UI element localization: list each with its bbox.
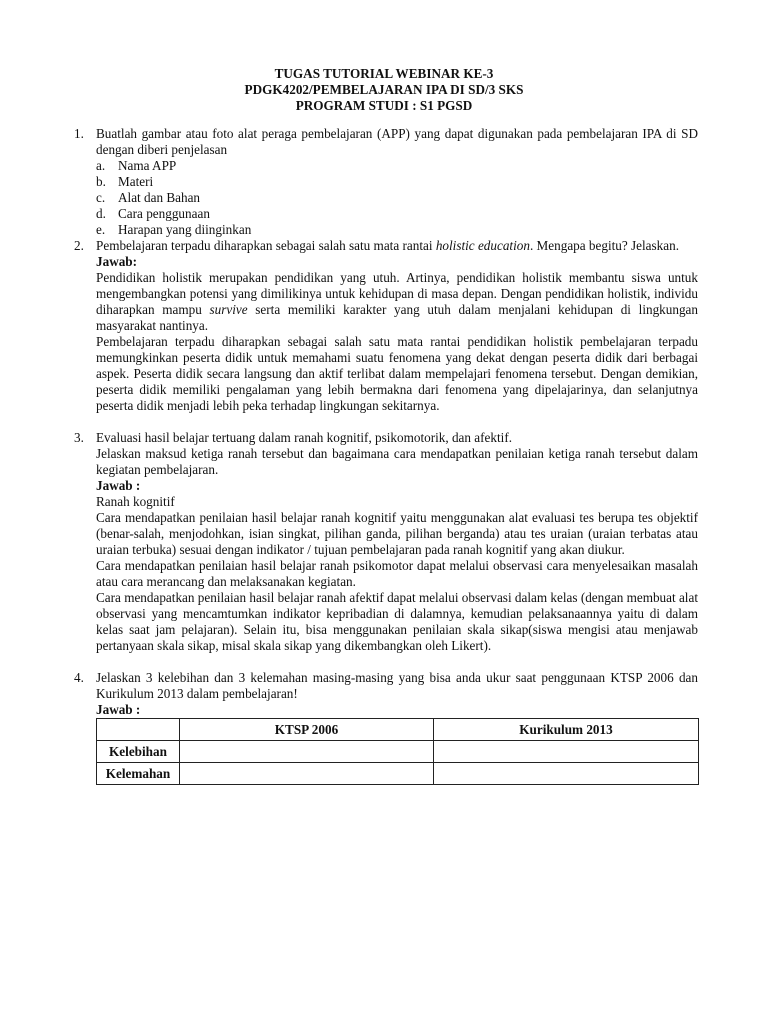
list-item-text: Cara penggunaan	[118, 206, 210, 221]
table-header-ktsp: KTSP 2006	[180, 719, 434, 741]
list-item-text: Materi	[118, 174, 154, 189]
question-2	[74, 238, 698, 414]
question-number: 2.	[74, 238, 84, 253]
question-text-part: Pembelajaran terpadu diharapkan sebagai salah satu mata rantai	[96, 238, 436, 253]
spacer	[74, 654, 698, 670]
question-text-emphasis: holistic education	[435, 238, 530, 253]
question-text: Buatlah gambar atau foto alat peraga pembelajaran (APP) yang dapat digunakan pada pembelajaran IPA di SD dengan diberi penjelasan	[96, 126, 698, 157]
answer-text-part: serta memiliki karakter yang utuh dalam menjalani kehidupan di lingkungan masyarakat nantinya.	[96, 302, 698, 333]
list-item	[96, 158, 698, 174]
list-item-text: Harapan yang diinginkan	[118, 222, 252, 237]
answer-paragraph: Cara mendapatkan penilaian hasil belajar ranah afektif dapat melalui observasi dalam kelas (dengan membuat alat observasi yang mencamtumkan indikator kepribadian di dalamnya, kemudian pelaksanaannya yaitu di dalam kelas saat jam pelajaran). Selain itu, bisa menggunakan penilaian skala sikap(siswa mengisi atau menjawab pertanyaan skala sikap, misal skala sikap yang dikembangkan oleh Likert).	[96, 590, 698, 653]
list-marker: d.	[96, 206, 106, 221]
table-cell	[180, 763, 434, 785]
answer-label: Jawab :	[96, 478, 141, 493]
table-cell	[434, 741, 699, 763]
list-item-text: Alat dan Bahan	[118, 190, 201, 205]
question-text-part: . Mengapa begitu? Jelaskan.	[529, 238, 679, 253]
header-course: PDGK4202/PEMBELAJARAN IPA DI SD/3 SKS	[244, 82, 524, 97]
table-row	[97, 763, 699, 785]
question-number: 4.	[74, 670, 84, 685]
list-item	[96, 222, 698, 238]
document-header	[0, 66, 768, 114]
question-text	[96, 238, 698, 254]
document-body	[74, 126, 698, 785]
table-row-label: Kelebihan	[97, 741, 180, 763]
question-text: Evaluasi hasil belajar tertuang dalam ranah kognitif, psikomotorik, dan afektif.	[96, 430, 513, 445]
header-title: TUGAS TUTORIAL WEBINAR KE-3	[274, 66, 494, 81]
table-cell	[180, 741, 434, 763]
list-marker: a.	[96, 158, 106, 173]
comparison-table	[96, 718, 699, 785]
list-item	[96, 190, 698, 206]
list-marker: c.	[96, 190, 106, 205]
list-item	[96, 174, 698, 190]
question-number: 3.	[74, 430, 84, 445]
answer-paragraph: Pembelajaran terpadu diharapkan sebagai salah satu mata rantai pendidikan holistik pembelajaran terpadu memungkinkan peserta didik untuk memahami suatu fenomena yang dekat dengan peserta didik dari berbagai aspek. Peserta didik secara langsung dan aktif terlibat dalam mempelajari fenomena tersebut. Dengan demikian, peserta didik memiliki pengalaman yang lebih bermakna dari fenomena yang dipelajarinya, dan selanjutnya peserta didik menjadi lebih peka terhadap lingkungan sekitarnya.	[96, 334, 698, 413]
answer-paragraph	[96, 270, 698, 334]
answer-paragraph: Cara mendapatkan penilaian hasil belajar ranah psikomotor dapat melalui observasi cara menyelesaikan masalah atau cara merancang dan melaksanakan kegiatan.	[96, 558, 698, 589]
question-1	[74, 126, 698, 238]
question-text: Jelaskan maksud ketiga ranah tersebut dan bagaimana cara mendapatkan penilaian ketiga ranah tersebut dalam kegiatan pembelajaran.	[96, 446, 698, 477]
table-cell	[434, 763, 699, 785]
list-item	[96, 206, 698, 222]
answer-label: Jawab :	[96, 702, 141, 717]
question-3	[74, 430, 698, 654]
answer-paragraph: Cara mendapatkan penilaian hasil belajar ranah kognitif yaitu menggunakan alat evaluasi tes berupa tes objektif (benar-salah, menjodohkan, isian singkat, pilihan ganda, pilihan berganda) atau tes uraian (uraian terbatas atau uraian terbuka) sesuai dengan indikator / tujuan pembelajaran pada ranah kognitif yang akan diukur.	[96, 510, 698, 557]
table-header-kurikulum: Kurikulum 2013	[434, 719, 699, 741]
table-corner-cell	[97, 719, 180, 741]
question-text: Jelaskan 3 kelebihan dan 3 kelemahan masing-masing yang bisa anda ukur saat penggunaan KTSP 2006 dan Kurikulum 2013 dalam pembelajaran!	[96, 670, 698, 701]
question-4	[74, 670, 698, 785]
table-row-label: Kelemahan	[97, 763, 180, 785]
list-marker: b.	[96, 174, 106, 189]
spacer	[74, 414, 698, 430]
answer-text-emphasis: survive	[209, 302, 248, 317]
list-item-text: Nama APP	[118, 158, 177, 173]
table-header-row	[97, 719, 699, 741]
answer-subheading: Ranah kognitif	[96, 494, 175, 509]
answer-text-part: Pendidikan holistik merupakan pendidikan yang utuh. Artinya, pendidikan holistik membantu siswa untuk mengembangkan potensi yang dimilikinya untuk kehidupan di masa depan. Dengan pendidikan holistik, individu diharapkan mampu	[96, 270, 698, 317]
header-program: PROGRAM STUDI : S1 PGSD	[295, 98, 473, 113]
answer-label: Jawab:	[96, 254, 138, 269]
list-marker: e.	[96, 222, 106, 237]
question-number: 1.	[74, 126, 84, 141]
table-row	[97, 741, 699, 763]
